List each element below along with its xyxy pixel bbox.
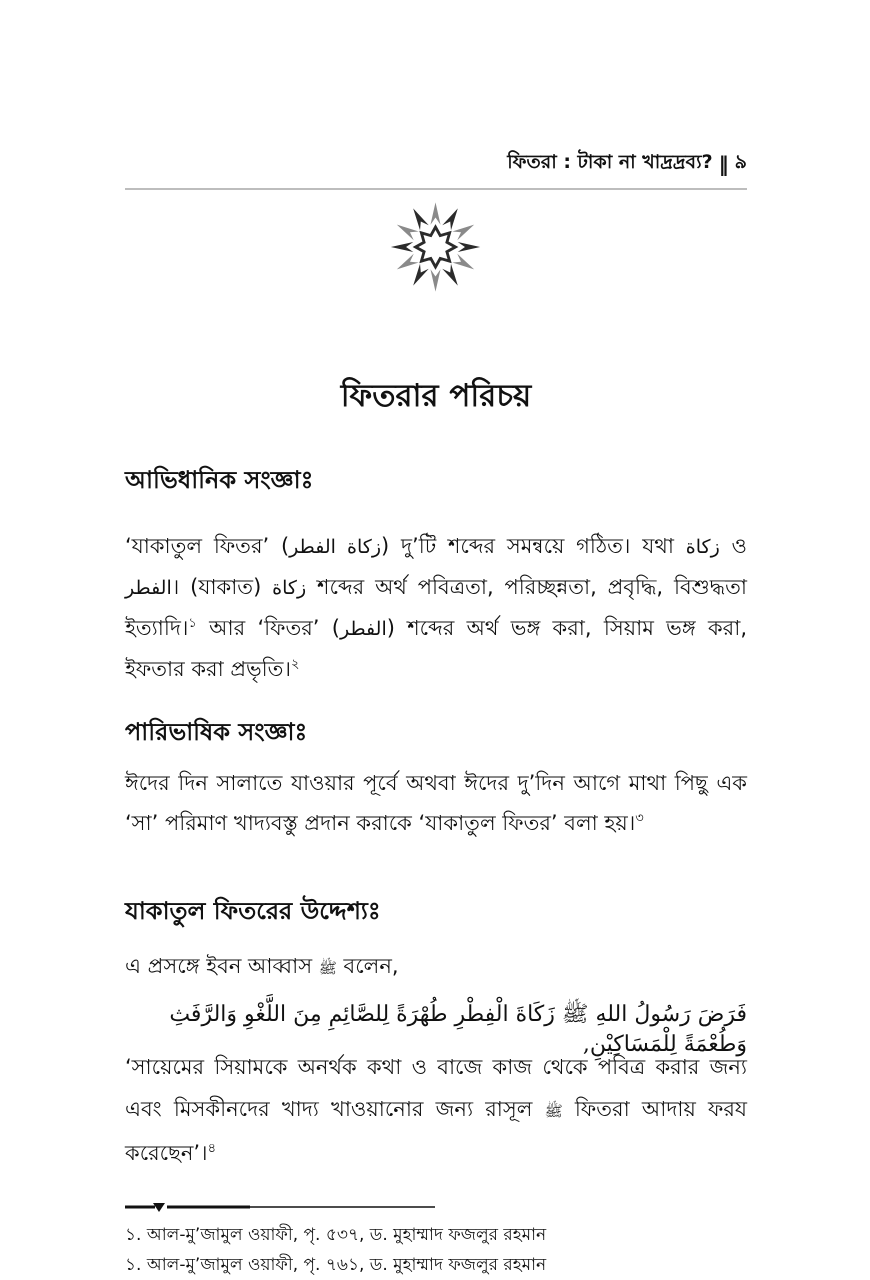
paragraph-lexical-definition	[125, 526, 747, 689]
text-run: ‘যাকাতুল ফিতর’ (	[125, 534, 290, 558]
arabic-hadith: فَرَضَ رَسُولُ اللهِ ﷺ زَكَاةَ الْفِطْرِ طُهْرَةً لِلصَّائِمِ مِنَ اللَّغْوِ وَالرَّفَثِ وَطُعْمَةً لِلْمَسَاكِيْنِ,	[169, 1002, 747, 1057]
ornament-petal	[442, 264, 458, 286]
footnote-ref[interactable]: ৪	[207, 1141, 217, 1156]
ornament-petal	[413, 264, 429, 286]
ornament-petal	[391, 242, 413, 252]
page-number: ৯	[734, 151, 747, 173]
footnote-ref[interactable]: ৩	[635, 811, 644, 826]
text-run: ও	[719, 534, 747, 558]
ornament-petal	[458, 242, 480, 252]
ornament-petal	[397, 225, 419, 241]
heading-lexical-definition: আভিধানিক সংজ্ঞাঃ	[125, 466, 314, 494]
ornament-petal	[430, 202, 440, 224]
footnote-ref[interactable]: ২	[290, 657, 300, 672]
ornament-petal	[442, 208, 458, 230]
heading-purpose: যাকাতুল ফিতরের উদ্দেশ্যঃ	[125, 897, 381, 925]
text-run: আর ‘ফিতর’ (	[196, 616, 340, 640]
chapter-title: ফিতরার পরিচয়	[340, 378, 532, 414]
paragraph-translation	[125, 1046, 747, 1174]
paragraph-technical-definition	[125, 763, 747, 843]
footnote-divider	[125, 1200, 435, 1216]
running-title: ফিতরা : টাকা না খাদ্রদ্রব্য?	[507, 151, 713, 173]
ornament-center-star	[416, 227, 456, 267]
header-rule	[125, 188, 747, 190]
ornament-petal	[430, 269, 440, 291]
arabic-term: الفطر	[125, 577, 172, 599]
ornament-petal	[452, 225, 474, 241]
heading-technical-definition: পারিভাষিক সংজ্ঞাঃ	[125, 718, 308, 746]
text-run: এ প্রসঙ্গে ইবন আব্বাস	[125, 954, 319, 978]
text-run: ‘সায়েমের সিয়ামকে অনর্থক কথা ও বাজে কাজ থেকে পবিত্র করার জন্য এবং মিসকীনদের খাদ্য খাওয়ানোর জন্য রাসূল	[125, 1055, 747, 1121]
footnote-ref[interactable]: ১	[188, 616, 197, 631]
arabic-term: زكاة الفطر	[289, 536, 382, 558]
arabic-term: الفطر	[339, 618, 387, 640]
honorific-glyph: ﷺ	[544, 1102, 563, 1120]
footnote-1: ১. আল-মু’জামুল ওয়াফী, পৃ. ৫৩৭, ড. মুহাম্মাদ ফজলুর রহমান	[125, 1225, 547, 1245]
text-run: । (যাকাত)	[171, 575, 273, 599]
honorific-glyph: ﷺ	[318, 959, 337, 977]
text-run: ঈদের দিন সালাতে যাওয়ার পূর্বে অথবা ঈদের দু’দিন আগে মাথা পিছু এক ‘সা’ পরিমাণ খাদ্যবস্তু প্রদান করাকে ‘যাকাতুল ফিতর’ বলা হয়।	[125, 771, 747, 835]
ornament-petal	[413, 208, 429, 230]
text-run: শব্দের অর্থ পবিত্রতা, পরিচ্ছন্নতা, প্রবৃদ্ধি, বিশুদ্ধতা ইত্যাদি।	[125, 575, 747, 640]
header-separator: ‖	[718, 152, 729, 176]
running-header	[125, 148, 747, 180]
arabic-term: زكاة	[685, 536, 720, 558]
text-run: ফিতরা আদায় ফরয করেছেন’।	[125, 1097, 748, 1165]
ornament-petal	[397, 254, 419, 270]
paragraph-intro	[125, 946, 747, 988]
footnote-2: ১. আল-মু’জামুল ওয়াফী, পৃ. ৭৬১, ড. মুহাম্মাদ ফজলুর রহমান	[125, 1255, 547, 1275]
geometric-star-rosette-icon	[388, 198, 483, 296]
arabic-term: زكاة	[272, 577, 307, 599]
text-run: ) শব্দের অর্থ ভঙ্গ করা, সিয়াম ভঙ্গ করা, ইফতার করা প্রভৃতি।	[125, 616, 747, 681]
text-run: ) দু’টি শব্দের সমন্বয়ে গঠিত। যথা	[381, 534, 686, 558]
ornament-petal	[452, 254, 474, 270]
text-run: বলেন,	[336, 954, 399, 978]
